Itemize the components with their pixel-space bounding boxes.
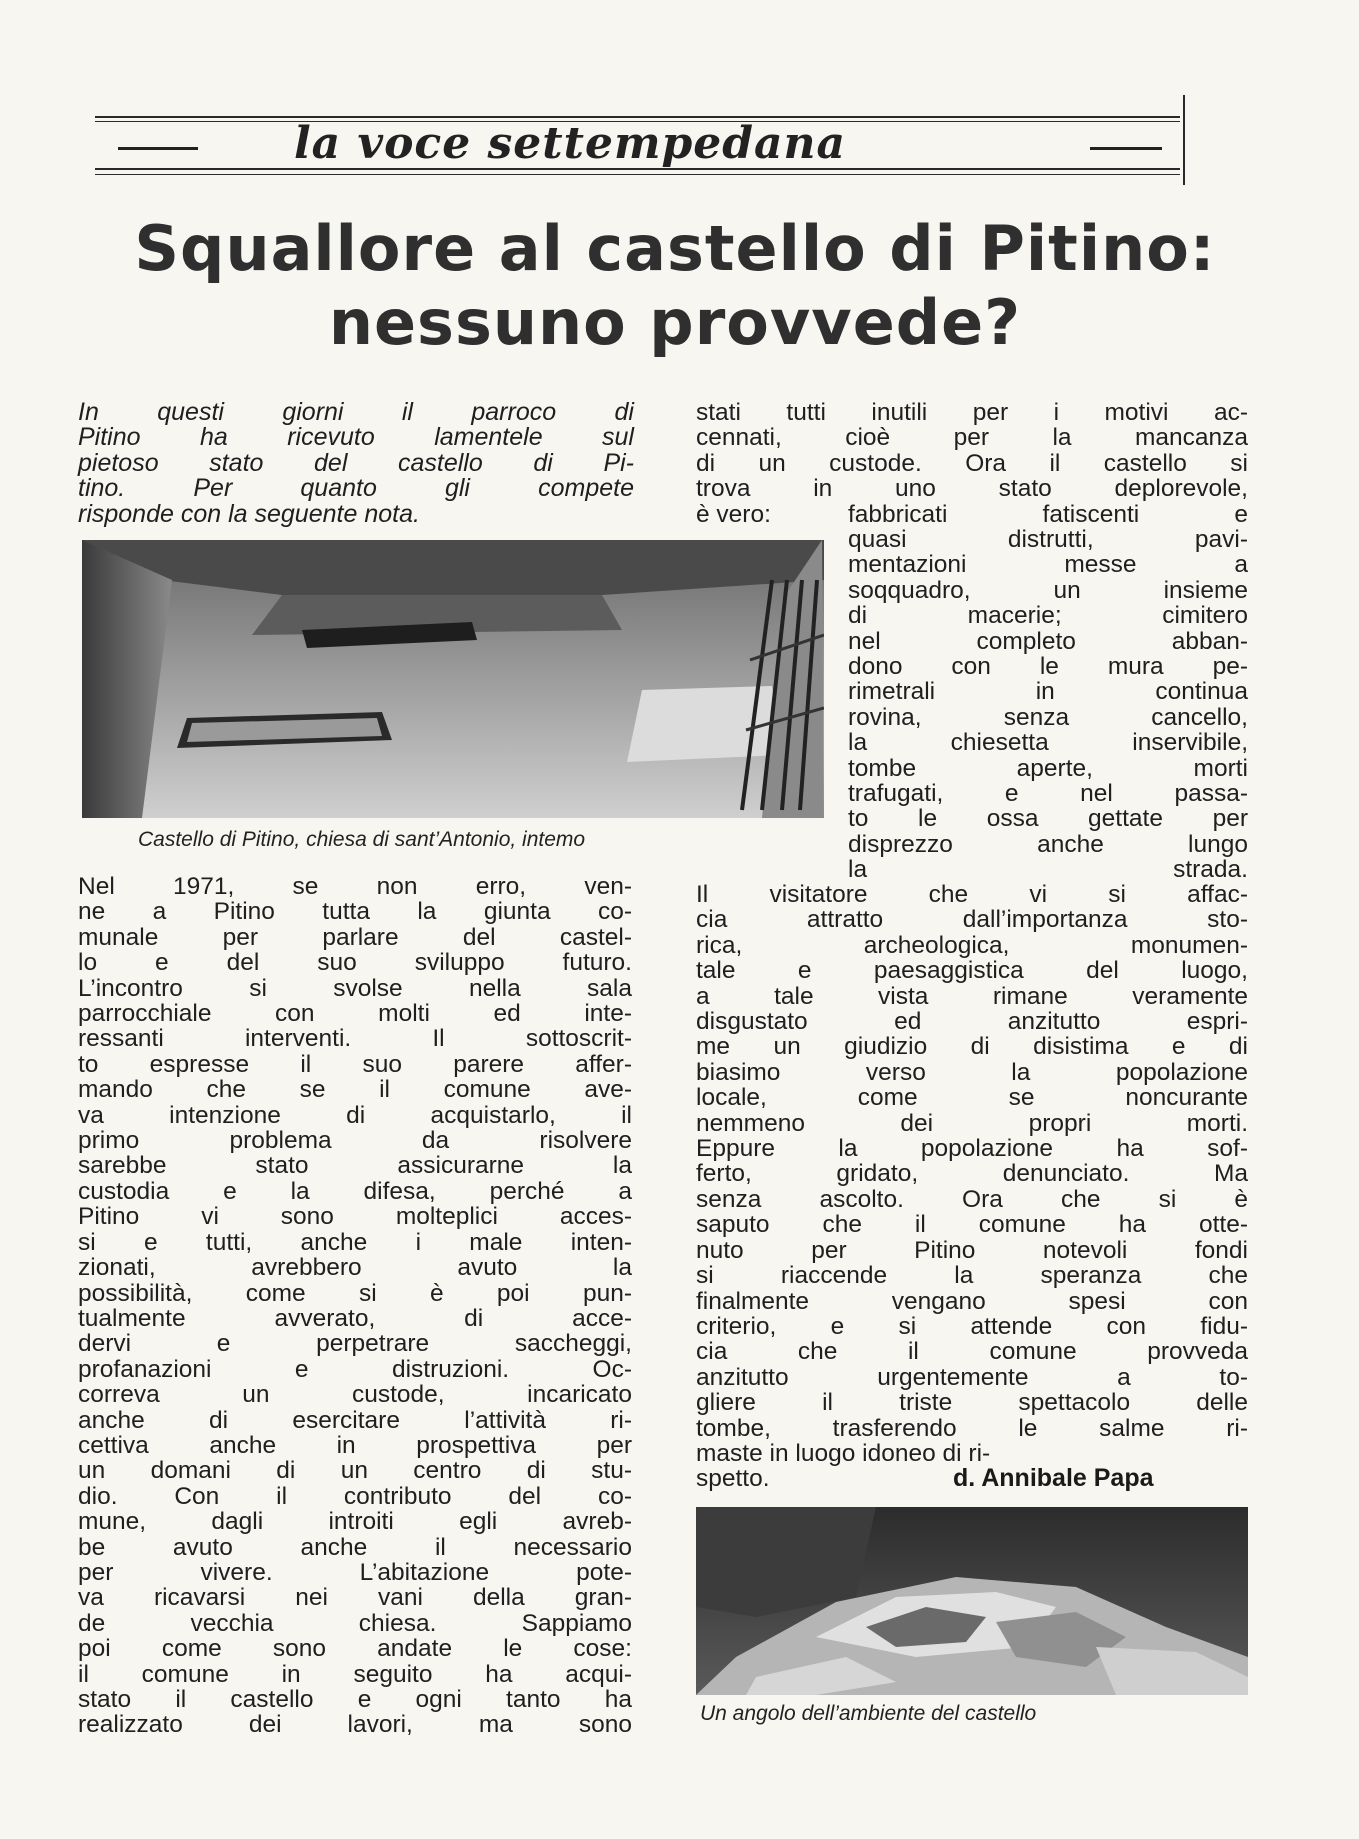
text-line: gliere il triste spettacolo delle [696, 1389, 1248, 1417]
text-line: mune, dagli introiti egli avreb- [78, 1508, 632, 1536]
headline [60, 212, 1290, 360]
text-line: senza ascolto. Ora che si è [696, 1185, 1248, 1213]
text-line: In questi giorni il parroco di [78, 398, 634, 426]
text-line: ne a Pitino tutta la giunta co- [78, 898, 632, 926]
text-line: risponde con la seguente nota. [78, 499, 420, 528]
text-line: me un giudizio di disistima e di [696, 1033, 1248, 1061]
text-line: va intenzione di acquistarlo, il [78, 1101, 632, 1129]
text-line: locale, come se noncurante [696, 1084, 1248, 1112]
text-line: nuto per Pitino notevoli fondi [696, 1236, 1248, 1264]
text-line: tino. Per quanto gli compete [78, 474, 634, 503]
text-line: dono con le mura pe- [848, 653, 1248, 681]
text-line: zionati, avrebbero avuto la [78, 1254, 632, 1282]
text-line: sarebbe stato assicurarne la [78, 1152, 632, 1180]
text-line: pietoso stato del castello di Pi- [78, 448, 634, 477]
text-line: cettiva anche in prospettiva per [78, 1431, 632, 1459]
text-line: cia che il comune provveda [696, 1338, 1248, 1366]
text-line: il comune in seguito ha acqui- [78, 1660, 632, 1688]
text-line: Pitino vi sono molteplici acces- [78, 1203, 632, 1231]
text-line: tualmente avverato, di acce- [78, 1304, 632, 1332]
article-body-right-top [696, 400, 1248, 502]
text-line: Nel 1971, se non erro, ven- [78, 873, 632, 900]
text-line: Pitino ha ricevuto lamentele sul [78, 423, 634, 452]
text-line: fabbricati fatiscenti e [848, 500, 1248, 528]
article-body-right-narrow [848, 502, 1248, 883]
text-line: rovina, senza cancello, [848, 703, 1248, 731]
text-line: nemmeno dei propri morti. [696, 1109, 1248, 1137]
text-line: custodia e la difesa, perché a [78, 1177, 632, 1205]
photo-church-caption: Castello di Pitino, chiesa di sant’Antonio, intemo [138, 828, 586, 851]
text-line: cia attratto dall’importanza sto- [696, 906, 1248, 934]
intro-paragraph [78, 400, 634, 527]
text-line: stati tutti inutili per i motivi ac- [696, 399, 1248, 426]
masthead-bottom-rule-2 [95, 174, 1180, 175]
text-line: la chiesetta inservibile, [848, 729, 1248, 757]
text-line: di un custode. Ora il castello si [696, 449, 1248, 477]
masthead-title: la voce settempedana [293, 118, 847, 169]
text-line: saputo che il comune ha otte- [696, 1211, 1248, 1239]
text-line: tombe, trasferendo le salme ri- [696, 1414, 1248, 1442]
text-line: profanazioni e distruzioni. Oc- [78, 1355, 632, 1383]
text-line: parrocchiale con molti ed inte- [78, 1000, 632, 1028]
text-line: munale per parlare del castel- [78, 923, 632, 951]
text-line: si e tutti, anche i male inten- [78, 1228, 632, 1256]
text-line: primo problema da risolvere [78, 1127, 632, 1155]
author-signature: d. Annibale Papa [953, 1464, 1154, 1492]
text-line: dervi e perpetrare saccheggi, [78, 1330, 632, 1358]
text-line: to espresse il suo parere affer- [78, 1050, 632, 1078]
text-line: mentazioni messe a [848, 551, 1248, 579]
text-line: Eppure la popolazione ha sof- [696, 1135, 1248, 1163]
church-interior-image [82, 540, 824, 818]
text-line: disprezzo anche lungo [848, 830, 1248, 858]
text-line: L’incontro si svolse nella sala [78, 974, 632, 1002]
text-line: rimetrali in continua [848, 678, 1248, 706]
text-line: Il visitatore che vi si affac- [696, 881, 1248, 908]
text-line: poi come sono andate le cose: [78, 1635, 632, 1663]
photo-castle-corner [696, 1507, 1248, 1695]
article-body-right-lead: è vero: [696, 500, 771, 528]
text-line: criterio, e si attende con fidu- [696, 1312, 1248, 1340]
text-line: anzitutto urgentemente a to- [696, 1363, 1248, 1391]
article-body-right-bottom [696, 882, 1248, 1466]
headline-line-2: nessuno provvede? [328, 286, 1022, 359]
text-line: quasi distrutti, pavi- [848, 526, 1248, 553]
text-line: ferto, gridato, denunciato. Ma [696, 1160, 1248, 1188]
text-line: to le ossa gettate per [848, 805, 1248, 833]
text-line: lo e del suo sviluppo futuro. [78, 949, 632, 977]
text-line: nel completo abban- [848, 627, 1248, 655]
text-line: correva un custode, incaricato [78, 1381, 632, 1409]
masthead-dash-right [1090, 147, 1162, 150]
masthead-right-border [1183, 95, 1185, 185]
text-line: dio. Con il contributo del co- [78, 1482, 632, 1510]
text-line: trafugati, e nel passa- [848, 780, 1248, 808]
text-line: biasimo verso la popolazione [696, 1058, 1248, 1086]
text-line: di macerie; cimitero [848, 602, 1248, 630]
photo-castle-caption: Un angolo dell’ambiente del castello [700, 1702, 1037, 1725]
text-line: stato il castello e ogni tanto ha [78, 1686, 632, 1713]
castle-corner-image [696, 1507, 1248, 1695]
text-line: un domani di un centro di stu- [78, 1457, 632, 1485]
masthead-dash-left [118, 147, 198, 150]
text-line: maste in luogo idoneo di ri- [696, 1439, 991, 1467]
text-line: realizzato dei lavori, ma sono [78, 1711, 632, 1739]
text-line: la strada. [848, 856, 1248, 884]
text-line: tombe aperte, morti [848, 754, 1248, 782]
text-line: a tale vista rimane veramente [696, 982, 1248, 1010]
text-line: tale e paesaggistica del luogo, [696, 957, 1248, 985]
text-line: disgustato ed anzitutto espri- [696, 1008, 1248, 1036]
text-line: va ricavarsi nei vani della gran- [78, 1584, 632, 1612]
article-body-right-final: spetto. [696, 1465, 770, 1492]
photo-church-interior [82, 540, 824, 818]
text-line: possibilità, come si è poi pun- [78, 1279, 632, 1307]
headline-line-1: Squallore al castello di Pitino: [134, 212, 1216, 285]
text-line: cennati, cioè per la mancanza [696, 424, 1248, 452]
text-line: ressanti interventi. Il sottoscrit- [78, 1025, 632, 1053]
article-body-left [78, 874, 632, 1738]
text-line: trova in uno stato deplorevole, [696, 475, 1248, 503]
text-line: anche di esercitare l’attività ri- [78, 1406, 632, 1434]
text-line: de vecchia chiesa. Sappiamo [78, 1609, 632, 1637]
text-line: si riaccende la speranza che [696, 1262, 1248, 1290]
text-line: finalmente vengano spesi con [696, 1287, 1248, 1315]
text-line: rica, archeologica, monumen- [696, 931, 1248, 959]
text-line: mando che se il comune ave- [78, 1076, 632, 1104]
text-line: soqquadro, un insieme [848, 576, 1248, 604]
text-line: per vivere. L’abitazione pote- [78, 1558, 632, 1586]
text-line: be avuto anche il necessario [78, 1533, 632, 1561]
